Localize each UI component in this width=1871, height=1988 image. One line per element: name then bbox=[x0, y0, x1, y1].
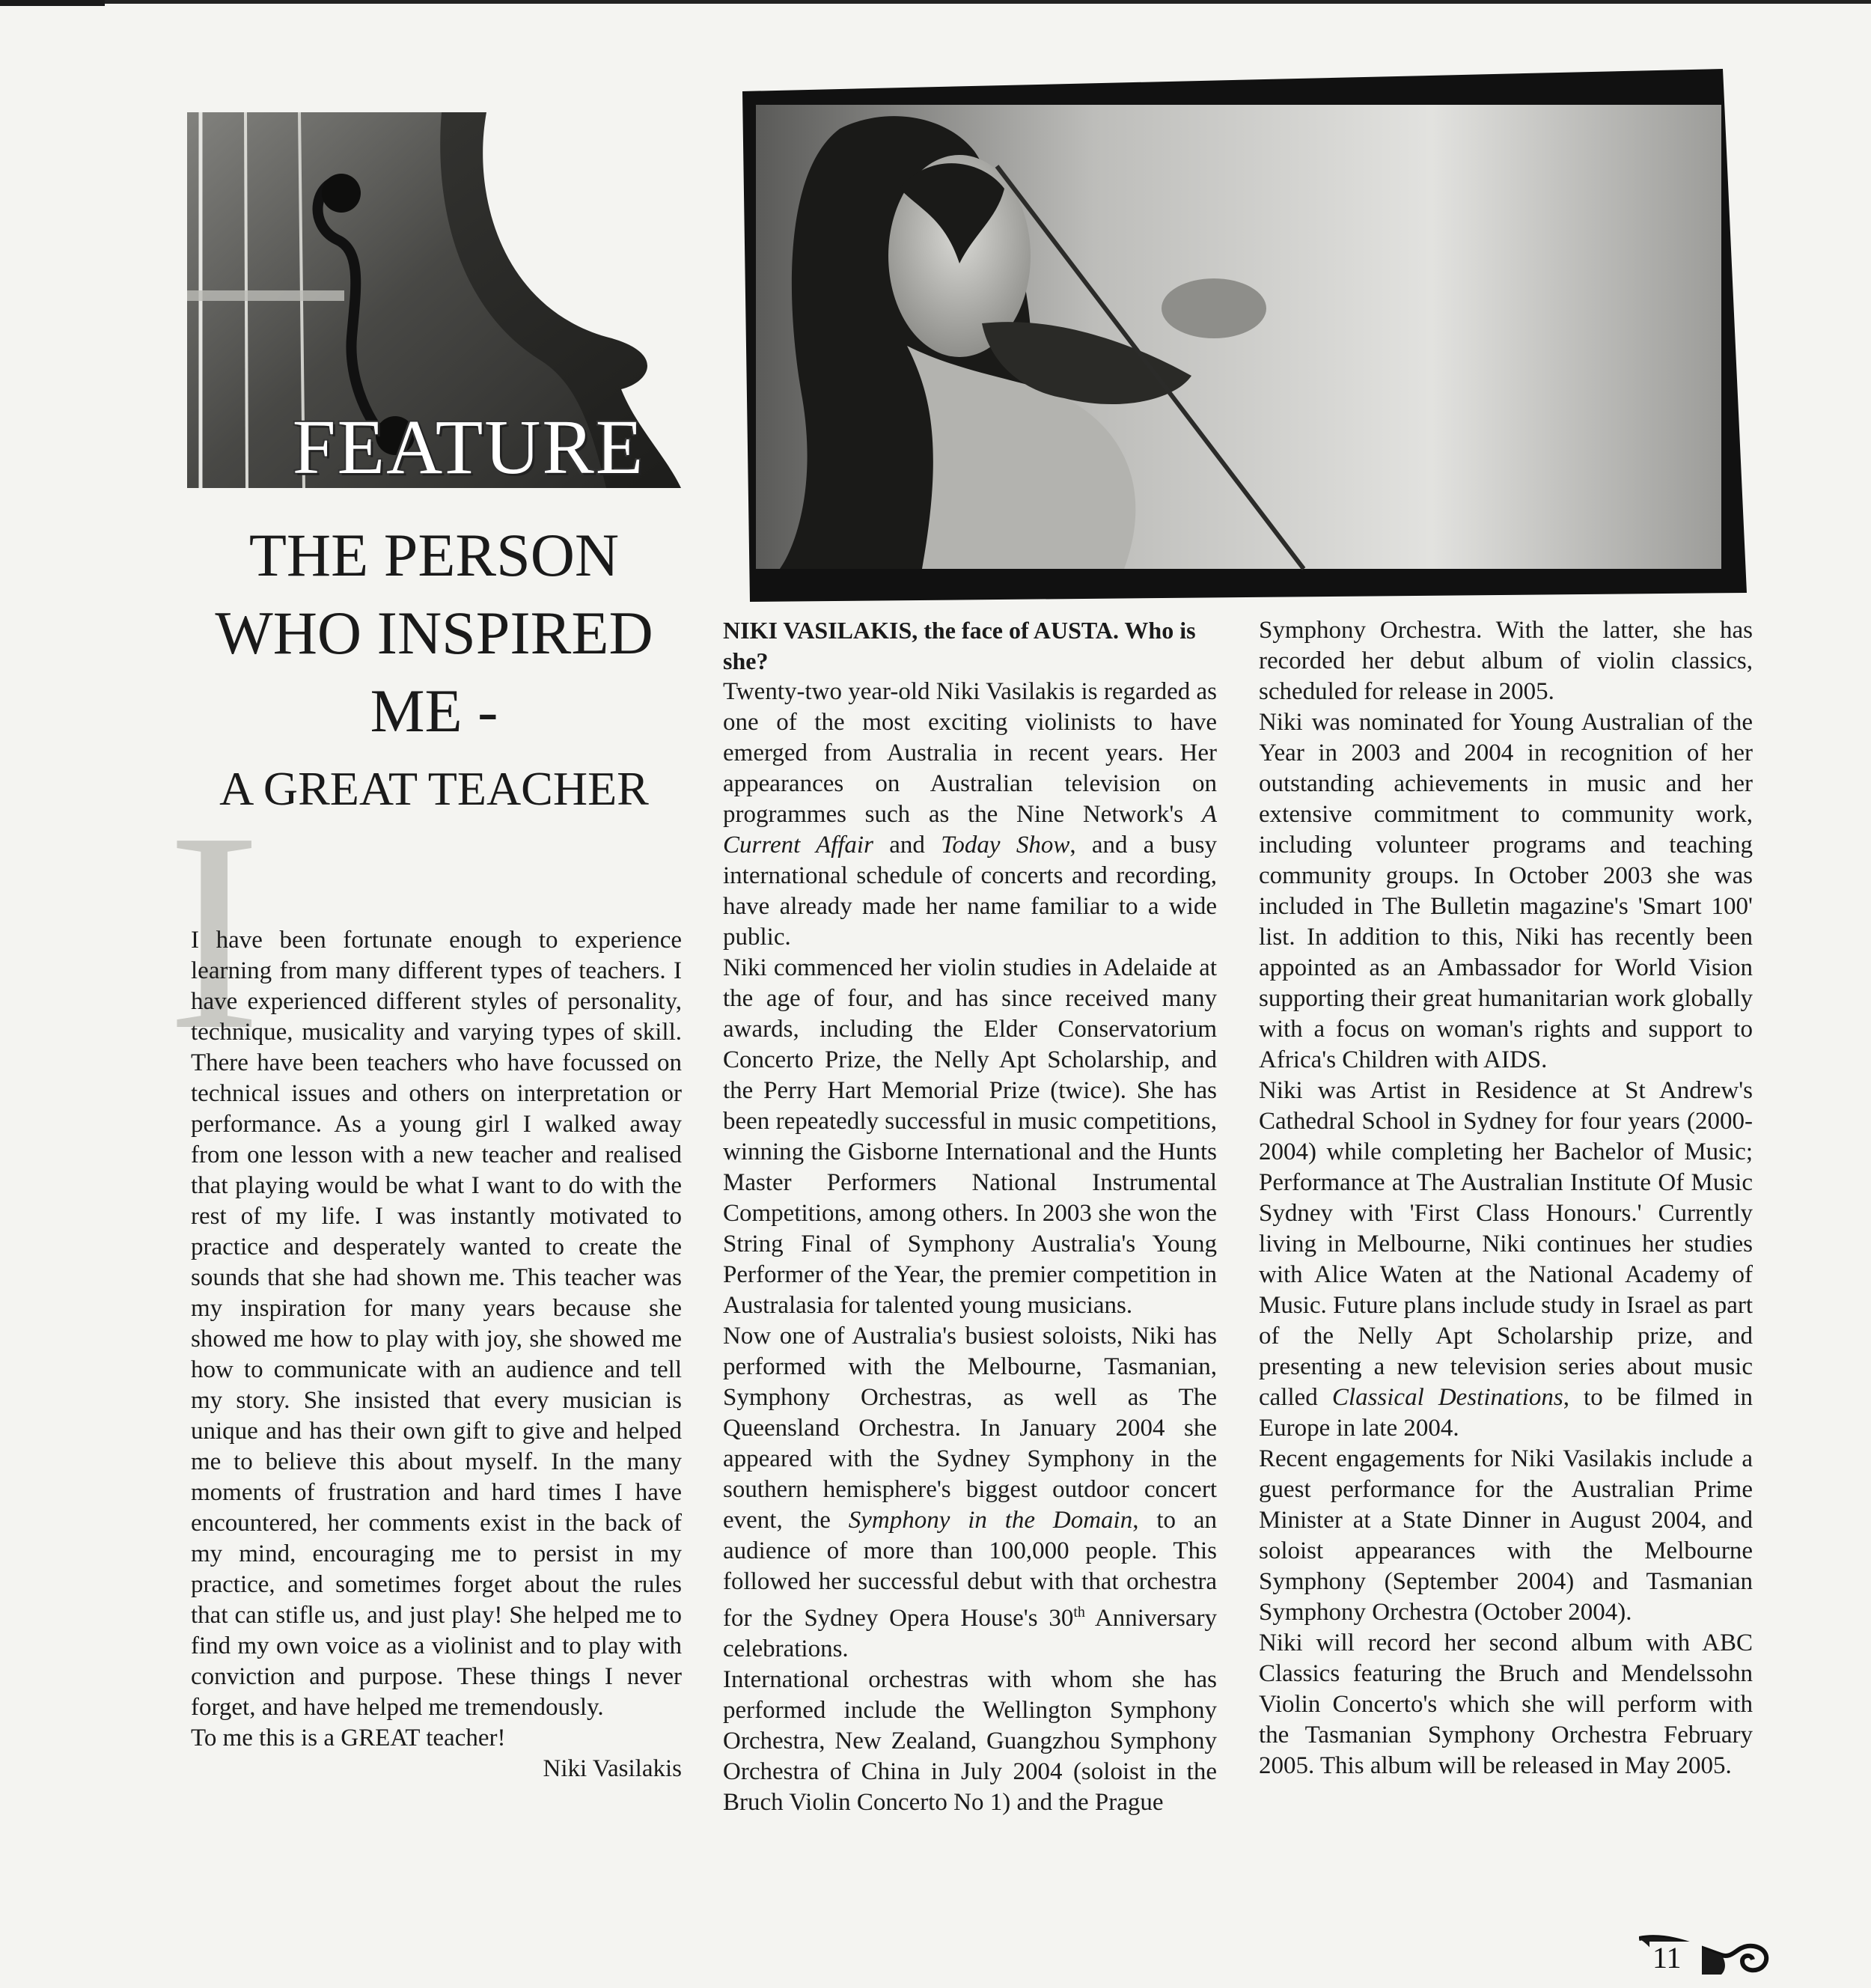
feature-banner bbox=[187, 112, 681, 488]
bio-p3-sup: th bbox=[1073, 1604, 1085, 1620]
bio-p7-text-a: Niki was Artist in Residence at St Andrew's Cathedral School in Sydney for four years (2000-2004) while completing her Bachelor of Music; Performance at The Australian Institute Of Music Sydney with 'First Class Honours.' Currently living in Melbourne, Niki continues her studies with Alice Waten at the National Academy of Music. Future plans include study in Israel as part of the Nelly Apt Scholarship prize, and presenting a new television series about music called bbox=[1259, 1077, 1753, 1411]
bio-p1-text-a: Twenty-two year-old Niki Vasilakis is regarded as one of the most exciting violinists to have emerged from Australia in recent years. Her appearances on Australian television on programmes such as the Nine Network's bbox=[723, 678, 1217, 828]
column-biography-2 bbox=[1259, 615, 1753, 1781]
bio-p1-text-c: , and a busy international schedule of concerts and recording, have already made her name familiar to a wide public. bbox=[723, 832, 1217, 951]
bio-paragraph-1 bbox=[723, 677, 1217, 953]
bio-p3-text-b: , to an audience of more than 100,000 people. This followed her successful debut with that orchestra for the Sydney Opera House's 30 bbox=[723, 1507, 1217, 1632]
bio-paragraph-5: Symphony Orchestra. With the latter, she has recorded her debut album of violin classics, scheduled for release in 2005. bbox=[1259, 617, 1753, 705]
essay-signature: Niki Vasilakis bbox=[543, 1755, 682, 1782]
bio-p1-text-b: and bbox=[873, 832, 941, 859]
bio-p7-series: Classical Destinations bbox=[1331, 1384, 1563, 1411]
bio-paragraph-8: Recent engagements for Niki Vasilakis include a guest performance for the Australian Prime Minister at a State Dinner in August 2004, and soloist appearances with the Melbourne Symphony (September 2004) and Tasmanian Symphony Orchestra (October 2004). bbox=[1259, 1445, 1753, 1626]
bio-paragraph-4: International orchestras with whom she has performed include the Wellington Symphony Orchestra, New Zealand, Guangzhou Symphony Orchestra of China in July 2004 (soloist in the Bruch Violin Concerto No 1) and the Prague bbox=[723, 1666, 1217, 1816]
violinist-photo bbox=[735, 69, 1747, 602]
bio-paragraph-7 bbox=[1259, 1076, 1753, 1444]
bio-paragraph-9: Niki will record her second album with ABC Classics featuring the Bruch and Mendelssohn Violin Concerto's which she will perform with the Tasmanian Symphony Orchestra February 2005. This album will be released in May 2005. bbox=[1259, 1629, 1753, 1779]
essay-paragraph: I have been fortunate enough to experience learning from many different types of teachers. I have experienced different styles of personality, technique, musicality and varying types of skill. There have been teachers who have focussed on technical issues and others on interpretation or performance. As a young girl I walked away from one lesson with a new teacher and realised that playing would be what I want to do with the rest of my life. I was instantly motivated to practice and desperately wanted to create the sounds that she had shown me. This teacher was my inspiration for many years because she showed me how to play with joy, she showed me how to communicate with an audience and tell my story. She insisted that every musician is unique and has their own gift to give and helped me to believe this about myself. In the many moments of frustration and hard times I have encountered, her comments exist in the back of my mind, encouraging me to persist in my practice, and sometimes forget about the rules that can stifle us, and just play! She helped me to find my own voice as a violinist and to play with conviction and purpose. These things I never forget, and have helped me tremendously. bbox=[191, 927, 682, 1721]
headline-line-4: A GREAT TEACHER bbox=[219, 762, 649, 815]
column-biography-1 bbox=[723, 615, 1217, 1818]
page-number-text: 11 bbox=[1652, 1941, 1682, 1975]
drop-cap: I bbox=[166, 774, 262, 1089]
bio-p3-text-c: Anniversary celebrations. bbox=[723, 1605, 1217, 1662]
headline-line-3: ME - bbox=[370, 677, 498, 745]
bio-p3-event: Symphony in the Domain bbox=[848, 1507, 1133, 1534]
headline-line-1: THE PERSON bbox=[248, 521, 620, 589]
bio-p1-show-2: Today Show bbox=[941, 832, 1070, 859]
bio-paragraph-3 bbox=[723, 1321, 1217, 1665]
column-teacher-essay bbox=[191, 925, 682, 1784]
headline-line-2: WHO INSPIRED bbox=[215, 599, 653, 667]
page-number bbox=[1639, 1933, 1774, 1978]
bio-lead: NIKI VASILAKIS, the face of AUSTA. Who is she? bbox=[723, 617, 1196, 674]
feature-label: FEATURE bbox=[292, 404, 645, 488]
bio-paragraph-2: Niki commenced her violin studies in Adelaide at the age of four, and has since received many awards, including the Elder Conservatorium Concerto Prize, the Nelly Apt Scholarship, and the Perry Hart Memorial Prize (twice). She has been repeatedly successful in music competitions, winning the Gisborne International and the Hunts Master Performers National Instrumental Competitions, among others. In 2003 she won the String Final of Symphony Australia's Young Performer of the Year, the premier competition in Australasia for talented young musicians. bbox=[723, 954, 1217, 1319]
bio-paragraph-6: Niki was nominated for Young Australian of the Year in 2003 and 2004 in recognition of her outstanding achievements in music and her extensive commitment to community work, including volunteer programs and teaching community groups. In October 2003 she was included in The Bulletin magazine's 'Smart 100' list. In addition to this, Niki has recently been appointed as an Ambassador for World Vision supporting their great humanitarian work globally with a focus on woman's rights and support to Africa's Children with AIDS. bbox=[1259, 709, 1753, 1073]
bio-p1-show-1: A Current Affair bbox=[723, 801, 1217, 859]
bio-p3-text-a: Now one of Australia's busiest soloists, Niki has performed with the Melbourne, Tasmanian, Symphony Orchestras, as well as The Queensland Orchestra. In January 2004 she appeared with the Sydney Symphony in the southern hemisphere's biggest outdoor concert event, the bbox=[723, 1323, 1217, 1534]
photo-image bbox=[735, 69, 1747, 602]
top-rule bbox=[105, 0, 1871, 4]
bio-p7-text-b: , to be filmed in Europe in late 2004. bbox=[1259, 1384, 1753, 1442]
corner-mark bbox=[0, 0, 105, 6]
essay-closing: To me this is a GREAT teacher! bbox=[191, 1725, 506, 1751]
